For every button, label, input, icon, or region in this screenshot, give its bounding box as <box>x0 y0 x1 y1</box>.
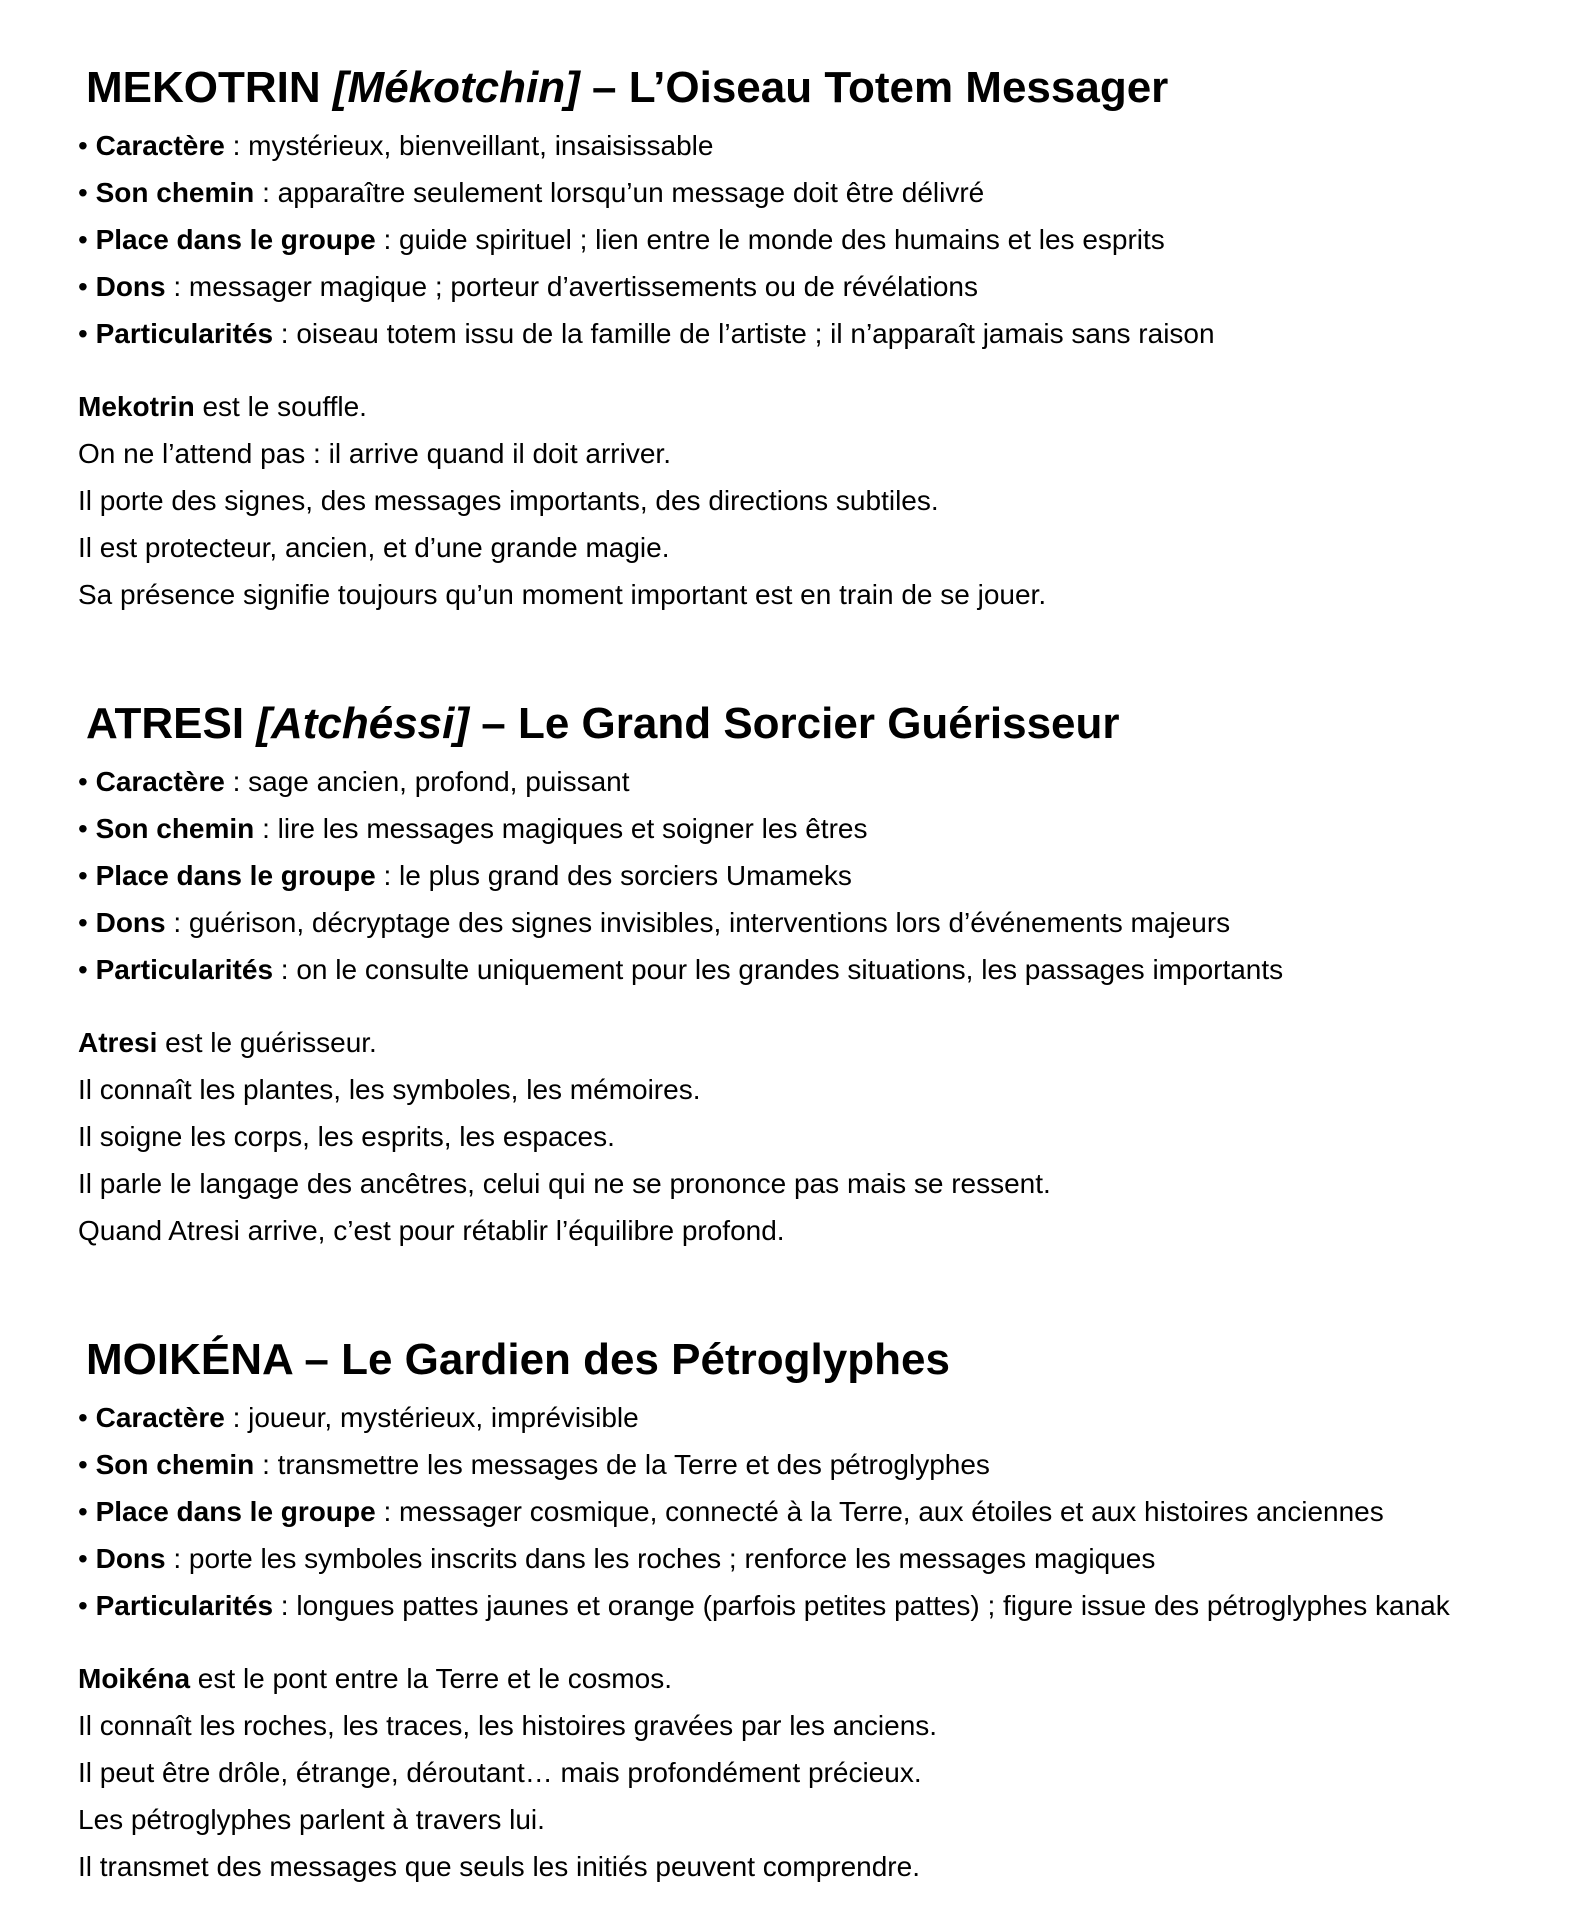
bullet-list <box>78 1394 1596 1629</box>
paragraph-text: Sa présence signifie toujours qu’un moment important est en train de se jouer. <box>78 579 1047 610</box>
bullet-label: Particularités <box>95 318 274 349</box>
bullet-item <box>78 122 1596 169</box>
sections-container <box>78 62 1596 1890</box>
bullet-glyph: • <box>78 1449 96 1480</box>
paragraph-text: est le pont entre la Terre et le cosmos. <box>190 1663 672 1694</box>
paragraph-line <box>78 1702 1596 1749</box>
paragraph-text: Il connaît les plantes, les symboles, les mémoires. <box>78 1074 701 1105</box>
paragraph-line <box>78 477 1596 524</box>
section-heading <box>86 62 1596 114</box>
description-paragraph <box>78 383 1596 618</box>
paragraph-line <box>78 1066 1596 1113</box>
paragraph-line <box>78 1796 1596 1843</box>
section-heading <box>86 698 1596 750</box>
bullet-label: Place dans le groupe <box>95 1496 376 1527</box>
bullet-item <box>78 758 1596 805</box>
paragraph-line <box>78 1019 1596 1066</box>
paragraph-text: Il porte des signes, des messages importants, des directions subtiles. <box>78 485 939 516</box>
paragraph-bold-name: Atresi <box>78 1027 158 1058</box>
bullet-text: : oiseau totem issu de la famille de l’artiste ; il n’apparaît jamais sans raison <box>273 318 1215 349</box>
bullet-text: : mystérieux, bienveillant, insaisissable <box>224 130 714 161</box>
bullet-glyph: • <box>78 130 96 161</box>
bullet-glyph: • <box>78 1543 96 1574</box>
heading-subtitle: – L’Oiseau Totem Messager <box>592 63 1169 112</box>
paragraph-text: est le guérisseur. <box>157 1027 377 1058</box>
section-heading <box>86 1334 1596 1386</box>
bullet-text: : joueur, mystérieux, imprévisible <box>224 1402 639 1433</box>
bullet-label: Caractère <box>95 1402 225 1433</box>
bullet-text: : guide spirituel ; lien entre le monde des humains et les esprits <box>375 224 1165 255</box>
bullet-label: Dons <box>95 1543 166 1574</box>
bullet-text: : sage ancien, profond, puissant <box>224 766 630 797</box>
bullet-label: Son chemin <box>95 177 255 208</box>
paragraph-line <box>78 383 1596 430</box>
bullet-item <box>78 852 1596 899</box>
bullet-item <box>78 1488 1596 1535</box>
paragraph-text: Les pétroglyphes parlent à travers lui. <box>78 1804 545 1835</box>
bullet-glyph: • <box>78 954 96 985</box>
heading-phonetic: [Atchéssi] <box>256 699 482 748</box>
paragraph-text: Il soigne les corps, les esprits, les espaces. <box>78 1121 615 1152</box>
bullet-item <box>78 1394 1596 1441</box>
bullet-item <box>78 310 1596 357</box>
paragraph-text: Quand Atresi arrive, c’est pour rétablir l’équilibre profond. <box>78 1215 785 1246</box>
bullet-glyph: • <box>78 1496 96 1527</box>
paragraph-line <box>78 1207 1596 1254</box>
paragraph-text: Il peut être drôle, étrange, déroutant… mais profondément précieux. <box>78 1757 922 1788</box>
bullet-text: : longues pattes jaunes et orange (parfois petites pattes) ; figure issue des pétroglyphes kanak <box>273 1590 1450 1621</box>
paragraph-line <box>78 1655 1596 1702</box>
bullet-text: : le plus grand des sorciers Umameks <box>375 860 852 891</box>
heading-name: ATRESI <box>86 699 257 748</box>
bullet-label: Caractère <box>95 766 225 797</box>
heading-phonetic: [Mékotchin] <box>332 63 592 112</box>
paragraph-bold-name: Moikéna <box>78 1663 191 1694</box>
bullet-label: Particularités <box>95 1590 274 1621</box>
bullet-label: Dons <box>95 271 166 302</box>
bullet-glyph: • <box>78 1402 96 1433</box>
heading-name: MEKOTRIN <box>86 63 333 112</box>
bullet-item <box>78 263 1596 310</box>
bullet-text: : messager cosmique, connecté à la Terre, aux étoiles et aux histoires anciennes <box>375 1496 1384 1527</box>
description-paragraph <box>78 1019 1596 1254</box>
bullet-label: Caractère <box>95 130 225 161</box>
paragraph-text: Il est protecteur, ancien, et d’une grande magie. <box>78 532 670 563</box>
paragraph-line <box>78 524 1596 571</box>
bullet-item <box>78 169 1596 216</box>
paragraph-text: Il parle le langage des ancêtres, celui qui ne se prononce pas mais se ressent. <box>78 1168 1051 1199</box>
paragraph-text: Il transmet des messages que seuls les initiés peuvent comprendre. <box>78 1851 920 1882</box>
paragraph-line <box>78 1749 1596 1796</box>
character-section <box>78 1334 1596 1890</box>
bullet-glyph: • <box>78 813 96 844</box>
bullet-text: : transmettre les messages de la Terre et des pétroglyphes <box>254 1449 990 1480</box>
character-section <box>78 62 1596 618</box>
bullet-item <box>78 805 1596 852</box>
bullet-text: : on le consulte uniquement pour les grandes situations, les passages importants <box>273 954 1284 985</box>
bullet-item <box>78 946 1596 993</box>
paragraph-line <box>78 1113 1596 1160</box>
bullet-list <box>78 122 1596 357</box>
bullet-text: : lire les messages magiques et soigner les êtres <box>254 813 868 844</box>
bullet-label: Particularités <box>95 954 274 985</box>
bullet-item <box>78 1441 1596 1488</box>
bullet-text: : apparaître seulement lorsqu’un message doit être délivré <box>254 177 985 208</box>
bullet-glyph: • <box>78 318 96 349</box>
bullet-glyph: • <box>78 766 96 797</box>
bullet-glyph: • <box>78 271 96 302</box>
bullet-glyph: • <box>78 907 96 938</box>
paragraph-line <box>78 571 1596 618</box>
heading-name: MOIKÉNA <box>86 1335 305 1384</box>
bullet-item <box>78 216 1596 263</box>
paragraph-text: est le souffle. <box>194 391 367 422</box>
heading-subtitle: – Le Gardien des Pétroglyphes <box>304 1335 950 1384</box>
paragraph-line <box>78 430 1596 477</box>
bullet-glyph: • <box>78 224 96 255</box>
bullet-item <box>78 1582 1596 1629</box>
bullet-label: Place dans le groupe <box>95 224 376 255</box>
bullet-label: Son chemin <box>95 1449 255 1480</box>
bullet-glyph: • <box>78 177 96 208</box>
bullet-list <box>78 758 1596 993</box>
paragraph-line <box>78 1843 1596 1890</box>
bullet-label: Place dans le groupe <box>95 860 376 891</box>
bullet-label: Dons <box>95 907 166 938</box>
description-paragraph <box>78 1655 1596 1890</box>
character-section <box>78 698 1596 1254</box>
paragraph-text: Il connaît les roches, les traces, les histoires gravées par les anciens. <box>78 1710 938 1741</box>
bullet-item <box>78 1535 1596 1582</box>
bullet-glyph: • <box>78 1590 96 1621</box>
paragraph-text: On ne l’attend pas : il arrive quand il doit arriver. <box>78 438 671 469</box>
paragraph-bold-name: Mekotrin <box>78 391 195 422</box>
bullet-item <box>78 899 1596 946</box>
bullet-label: Son chemin <box>95 813 255 844</box>
bullet-text: : guérison, décryptage des signes invisibles, interventions lors d’événements majeurs <box>165 907 1231 938</box>
bullet-glyph: • <box>78 860 96 891</box>
bullet-text: : porte les symboles inscrits dans les roches ; renforce les messages magiques <box>165 1543 1156 1574</box>
bullet-text: : messager magique ; porteur d’avertissements ou de révélations <box>165 271 979 302</box>
heading-subtitle: – Le Grand Sorcier Guérisseur <box>481 699 1120 748</box>
paragraph-line <box>78 1160 1596 1207</box>
